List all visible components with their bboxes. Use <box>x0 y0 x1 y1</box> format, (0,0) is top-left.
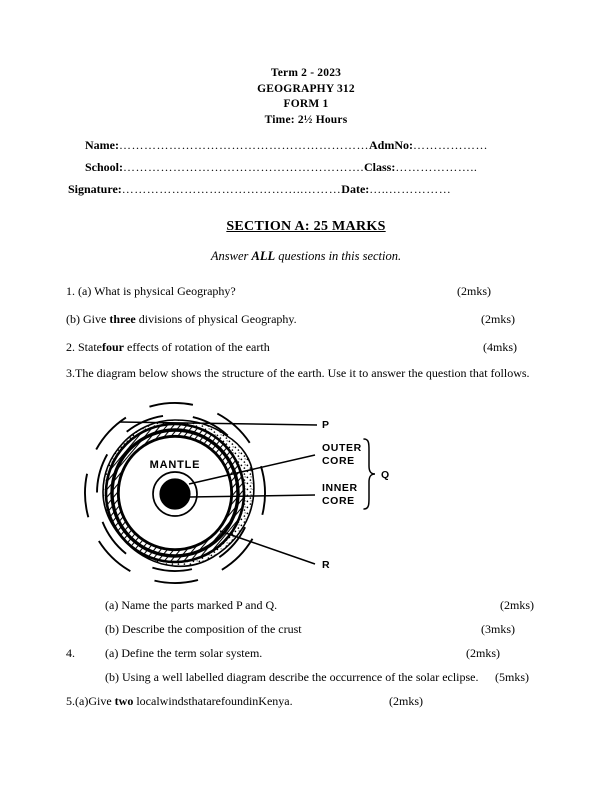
exam-header <box>0 66 612 128</box>
marks-allocation: (5mks) <box>495 670 529 684</box>
label-outer-core-1: OUTER <box>322 442 362 454</box>
marks-allocation: (2mks) <box>466 646 500 660</box>
signature-label: Signature <box>68 182 118 196</box>
header-term: Term 2 - 2023 <box>270 67 342 79</box>
question-text-continued: effects of rotation of the earth <box>124 340 270 354</box>
school-input-line[interactable]: …………………………………………………. <box>123 160 365 174</box>
q-brace <box>364 439 375 509</box>
question-line <box>66 339 270 355</box>
field-row-school <box>0 160 612 182</box>
label-outer-core-2: CORE <box>322 455 355 467</box>
date-label: Date <box>341 182 366 196</box>
date-input-line[interactable]: …..…………… <box>369 182 452 196</box>
question-emphasis: three <box>109 312 136 326</box>
class-label: Class <box>364 160 392 174</box>
question-text-continued: localwindsthatarefoundinKenya. <box>133 694 293 708</box>
question-line <box>105 645 262 661</box>
class-colon: : <box>391 160 396 174</box>
question-text: 1. (a) What is physical Geography? <box>66 284 236 298</box>
school-label: School <box>85 160 120 174</box>
question-line <box>66 311 297 327</box>
question-text: 3.The diagram below shows the structure of the earth. Use it to answer the question that follows. <box>66 366 530 380</box>
admno-colon: : <box>409 138 414 152</box>
question-line <box>105 597 277 613</box>
label-p: P <box>322 419 330 431</box>
header-subject: GEOGRAPHY 312 <box>257 82 355 95</box>
question-text: (a) Define the term solar system. <box>105 646 263 660</box>
marks-allocation: (2mks) <box>500 598 534 612</box>
marks-allocation: (3mks) <box>481 622 515 636</box>
question-line <box>66 365 530 381</box>
marks-allocation: (4mks) <box>483 340 517 354</box>
label-inner-core-1: INNER <box>322 482 358 494</box>
question-text: 4. <box>66 646 75 660</box>
question-emphasis: two <box>114 694 134 708</box>
question-text-continued: divisions of physical Geography. <box>135 312 297 326</box>
date-colon: : <box>365 182 370 196</box>
name-colon: : <box>115 138 119 152</box>
field-row-signature <box>0 182 612 204</box>
core-group <box>153 472 197 516</box>
question-text: (b) Using a well labelled diagram describe the occurrence of the solar eclipse. <box>105 670 479 684</box>
candidate-details <box>0 138 612 204</box>
leader-line-r <box>220 531 315 564</box>
signature-input-line[interactable]: ……………………………………..……… <box>121 182 342 196</box>
question-line <box>105 669 479 685</box>
question-text: (b) Give <box>66 312 110 326</box>
marks-allocation: (2mks) <box>389 694 423 708</box>
label-q: Q <box>381 469 390 481</box>
instruction-text-after: questions in this section. <box>275 249 402 263</box>
label-r: R <box>322 559 331 571</box>
inner-core-circle <box>160 479 190 509</box>
mantle-text-label: MANTLE <box>149 459 201 471</box>
question-line <box>105 621 302 637</box>
instruction-text-before: Answer <box>210 249 252 263</box>
admno-label: AdmNo <box>369 138 410 152</box>
class-input-line[interactable]: ……………….. <box>395 160 478 174</box>
school-colon: : <box>119 160 124 174</box>
question-emphasis: four <box>102 340 124 354</box>
question-text: 2. State <box>66 340 102 354</box>
instruction-emphasis: ALL <box>251 249 276 263</box>
header-time: Time: 2½ Hours <box>264 113 348 126</box>
header-form: FORM 1 <box>283 98 329 110</box>
question-line <box>66 645 75 661</box>
signature-colon: : <box>117 182 122 196</box>
question-text: 5.(a)Give <box>66 694 115 708</box>
question-line <box>66 283 236 299</box>
name-label: Name <box>85 138 115 152</box>
field-row-name <box>0 138 612 160</box>
label-inner-core-2: CORE <box>322 495 355 507</box>
question-text: (a) Name the parts marked P and Q. <box>105 598 278 612</box>
marks-allocation: (2mks) <box>457 284 491 298</box>
question-line <box>66 693 293 709</box>
section-a-instruction <box>0 249 612 264</box>
name-input-line[interactable]: …………………………………………………… <box>119 138 369 152</box>
marks-allocation: (2mks) <box>481 312 515 326</box>
admno-input-line[interactable]: ……………… <box>413 138 489 152</box>
question-text: (b) Describe the composition of the crust <box>105 622 302 636</box>
section-a-title: SECTION A: 25 MARKS <box>226 219 386 234</box>
earth-structure-diagram <box>72 398 402 588</box>
